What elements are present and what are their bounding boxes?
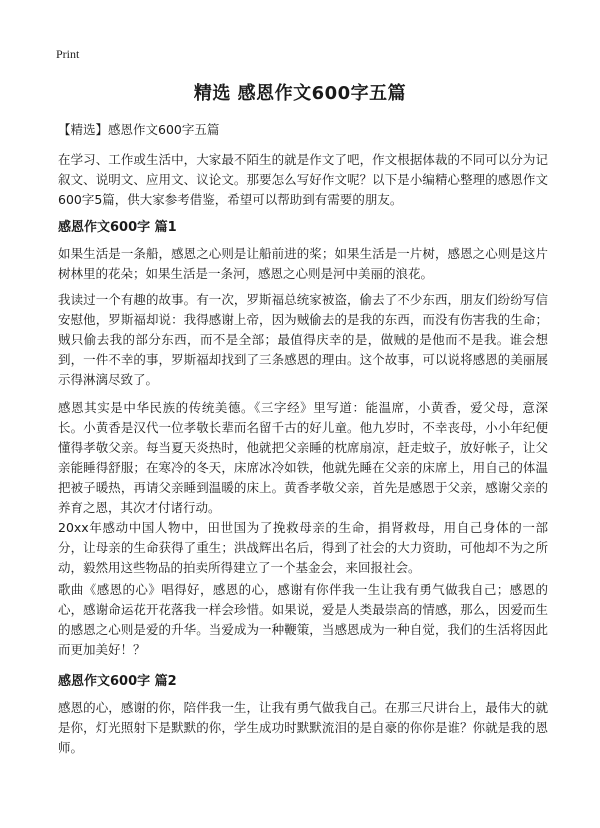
- intro-paragraph: 在学习、工作或生活中，大家最不陌生的就是作文了吧，作文根据体裁的不同可以分为记叙文、说明文、应用文、议论文。那要怎么写好作文呢？以下是小编精心整理的感恩作文600字5篇，供大家参考借鉴，希望可以帮助到有需要的朋友。: [58, 152, 548, 207]
- section-heading-1: 感恩作文600字 篇1: [58, 220, 177, 235]
- section-heading-2: 感恩作文600字 篇2: [58, 674, 177, 689]
- section2-paragraph-1: 感恩的心，感谢的你，陪伴我一生，让我有勇气做我自己。在那三尺讲台上，最伟大的就是你，灯光照射下是默默的你，学生成功时默默流泪的是自豪的你你是谁？你就是我的恩师。: [58, 700, 548, 755]
- section1-paragraph-3: 感恩其实是中华民族的传统美德。《三字经》里写道：能温席，小黄香，爱父母，意深长。小黄香是汉代一位孝敬长辈而名留千古的好儿童。他九岁时，不幸丧母，小小年纪便懂得孝敬父亲。每当夏天炎热时，他就把父亲睡的枕席扇凉，赶走蚊子，放好帐子，让父亲能睡得舒服；在寒冷的冬天，床席冰冷如铁，他就先睡在父亲的床席上，用自己的体温把被子暖热，再请父亲睡到温暖的床上。黄香孝敬父亲，首先是感恩于父亲，感谢父亲的养育之恩，其次才付诸行动。: [58, 400, 548, 515]
- document-subtitle: 【精选】感恩作文600字五篇: [58, 122, 220, 137]
- section1-paragraph-1: 如果生活是一条船，感恩之心则是让船前进的桨；如果生活是一片树，感恩之心则是这片树林里的花朵；如果生活是一条河，感恩之心则是河中美丽的浪花。: [58, 246, 548, 281]
- section1-paragraph-5: 歌曲《感恩的心》唱得好，感恩的心，感谢有你伴我一生让我有勇气做我自己；感恩的心，感谢命运花开花落我一样会珍惜。如果说，爱是人类最崇高的情感，那么，因爱而生的感恩之心则是爱的升华。当爱成为一种鞭策，当感恩成为一种自觉，我们的生活将因此而更加美好！？: [58, 582, 548, 657]
- page-title: 精选 感恩作文600字五篇: [193, 83, 407, 104]
- section1-paragraph-4: 20xx年感动中国人物中，田世国为了挽救母亲的生命，捐肾救母，用自己身体的一部分，让母亲的生命获得了重生；洪战辉出名后，得到了社会的大力资助，可他却不为之所动，毅然用这些物品的拍卖所得建立了一个基金会，来回报社会。: [58, 520, 548, 575]
- print-link[interactable]: Print: [56, 47, 80, 61]
- section1-paragraph-2: 我读过一个有趣的故事。有一次，罗斯福总统家被盗，偷去了不少东西，朋友们纷纷写信安慰他，罗斯福却说：我得感谢上帝，因为贼偷去的是我的东西，而没有伤害我的生命；贼只偷去我的部分东西，而不是全部；最值得庆幸的是，做贼的是他而不是我。谁会想到，一件不幸的事，罗斯福却找到了三条感恩的理由。这个故事，可以说将感恩的美丽展示得淋漓尽致了。: [58, 292, 548, 387]
